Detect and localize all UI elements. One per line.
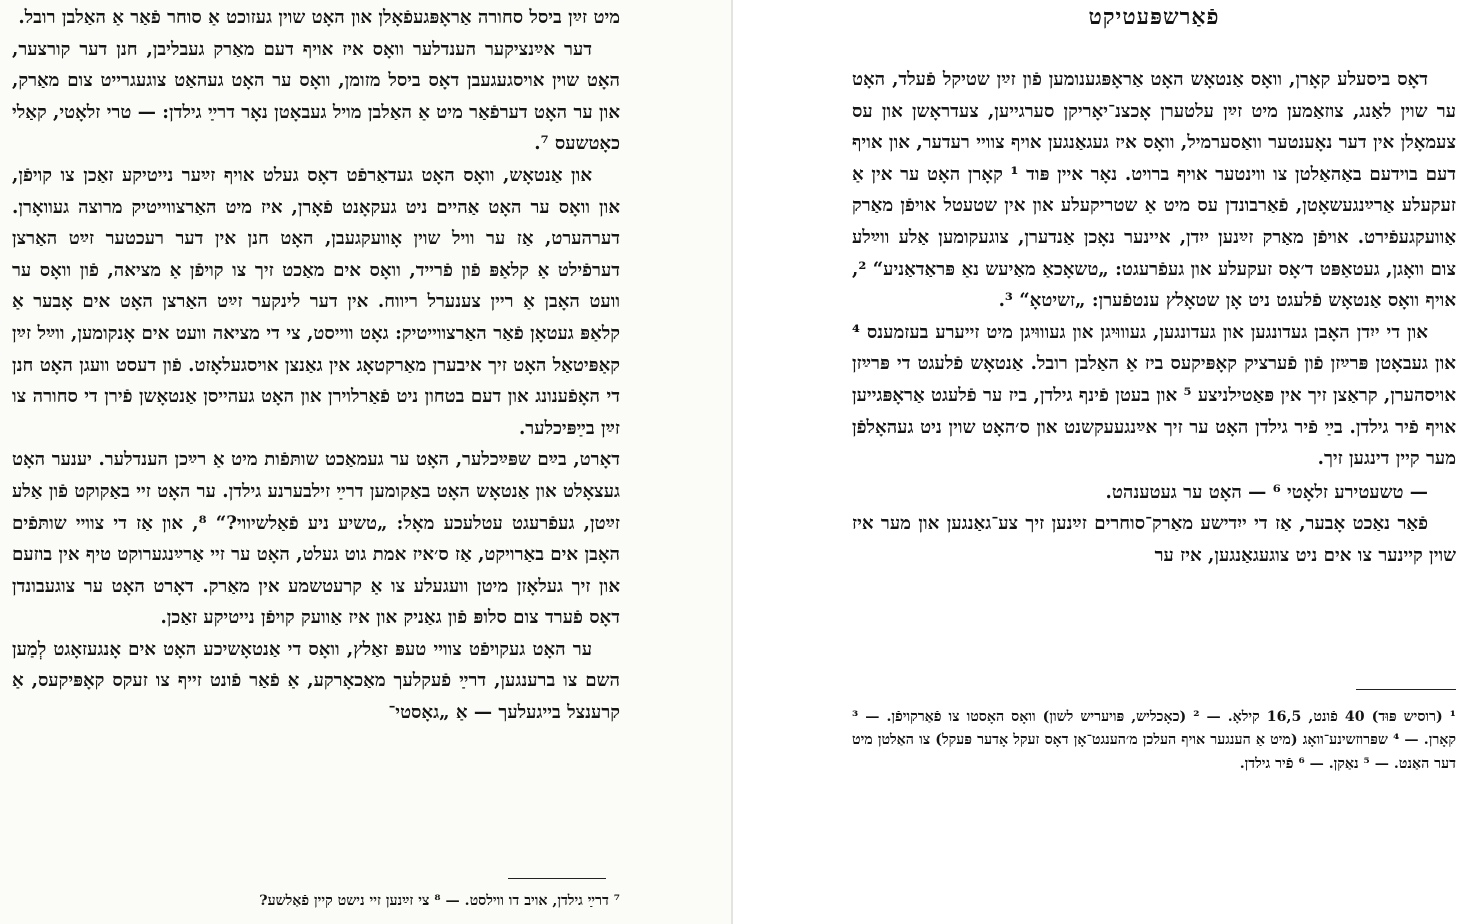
left-paragraph-5: ער האָט געקויפֿט צוויי טעפּ זאַלץ, וואָס די אַנטאָשיכע האָט אים אָנגעזאָגט לְמַען השם צו ברענגען, דרײַ פֿעקלעך מאַכאָרקע, אַ פֿאַר פֿונט זייף צו זעקס קאָפּיקעס, אַ קרענצל בייגעלעך — אַ „גאָסטי־ <box>12 638 620 724</box>
left-paragraph-4: דאָרט, בײַם שפּײַכלער, האָט ער געמאַכט שותּפֿות מיט אַ רײַכן הענדלער. יענער האָט געצאָלט און אַנטאָש האָט באַקומען דרײַ זילבערנע גילדן. ער האָט זיי באַקוקט פֿון אַלע זײַטן, געפֿרעגט עטלעכע מאָל: „טשיע ניע פֿאַלשיווי?“ ⁸, און אַז די צוויי שותּפֿים האָבן אים באַרויקט, אַז ס׳איז אמת גוט געלט, האָט ער זיי אַרײַנגערוקט טיף אין בוזעם און זיך געלאָזן מיטן וועגעלע צו אַ קרעטשמע אין מאַרק. דאָרט האָט ער צוגעבונדן דאָס פֿערד צום סלופּ פֿון גאַניק און איז אַוועק קויפֿן נייטיקע זאַכן. <box>12 449 620 629</box>
right-footnotes: ¹ (רוסיש פּוּד) 40 פֿונט, 16,5 קילאָ. — ² (כאָכליש, פּויעריש לשון) וואָס האָסטו צו פֿאַרקויפֿן. — ³ קאָרן. — ⁴ שפּרוזשינע־וואָג (מיט אַ הענגער אויף העלכן מ׳הענגט־אָן דאָס זעקל אָדער פּעקל) צו האַלטן מיט דער האַנט. — ⁵ נאַקן. — ⁶ פֿיר גילדן. <box>852 709 1456 772</box>
right-paragraph-1: דאָס ביסעלע קאָרן, וואָס אַנטאָש האָט אַראָפּגענומען פֿון זײַן שטיקל פֿעלד, האָט ער שוין לאַנג, צוזאַמען מיט זײַן עלטערן אָכצנ־יאָריקן סערגייען, צעדראָשן און עס צעמאָלן אין דער נאָענטער וואַסערמיל, וואָס איז געגאַנגען אויף צוויי רעדער, און אויף דעם בוידעם באַהאַלטן צו ווינטער אויף ברויט. נאָר איין פּוד ¹ קאָרן האָט ער אין אַ זעקעלע אַרײַנגעשאָטן, פֿאַרבונדן עס מיט אַ שטריקעלע און אין שטעטל אויפֿן מאַרק אַוועקגעפֿירט. אויפֿן מאַרק זײַנען ייִדן, איינער נאָכן אַנדערן, צוגעקומען אַלע ווײַלע צום וואָגן, געטאַפּט ד׳אָס זעקעלע און געפֿרעגט: „טשאָכאַ מאַיעש נאַ פּראַדאַניע“ ², אויף וואָס אַנטאָש פֿלעגט ניט אָן שטאָלץ ענטפֿערן: „זשיטאָ“ ³. <box>852 69 1456 312</box>
left-paragraph-1: מיט זײַן ביסל סחורה אַראָפּגעפֿאָלן און האָט שוין געזוכט אַ סוחר פֿאַר אַ האַלבן רובל. <box>18 7 620 28</box>
right-page-text <box>852 64 1456 572</box>
right-quote-line: — טשעטירע זלאָטי ⁶ — האָט ער געטענהט. <box>1105 481 1428 503</box>
left-page-text <box>12 2 620 729</box>
right-footnote-rule <box>1356 689 1456 690</box>
left-paragraph-2: דער אײַנציקער הענדלער וואָס איז אויף דעם מאַרק געבליבן, חנן דער קורצער, האָט שוין אויסגעגעבן דאָס ביסל מזומן, וואָס ער האָט געהאַט צוגעגרייט צום מאַרק, און ער האָט דערפֿאַר מיט אַ האַלבן מויל געבאָטן נאָר דרײַ גילדן: — טרי זלאָטי, קאַלי כאָטשעס ⁷. <box>12 38 620 155</box>
left-footnotes: ⁷ דרײַ גילדן, אויב דו ווילסט. — ⁸ צי זײַנען זיי נישט קיין פֿאַלשע? <box>259 893 620 909</box>
right-paragraph-3: פֿאַר נאַכט אָבער, אַז די ייִדישע מאַרק־סוחרים זײַנען זיך צע־גאַנגען און מער איז שוין קיינער צו אים ניט צוגעגאַנגען, איז ער <box>852 513 1456 566</box>
right-paragraph-2: און די ייִדן האָבן געדונגען און געדונגען, געוווּיגן און געוווּיגן מיט זייערע בעזמענס ⁴ און געבאָטן פּרײַזן פֿון פֿערציק קאָפּיקעס ביז אַ האַלבן רובל. אַנטאָש פֿלעגט די פּרײַזן אויסהערן, קראַצן זיך אין פּאַטילניצע ⁵ און בעטן פֿינף גילדן, ביז ער פֿלעגט אַראָפּגייען אויף פֿיר גילדן. בײַ פֿיר גילדן האָט ער זיך אײַנגעעקשנט און ס׳האָט שוין ניט געהאָלפֿן מער קיין דינגען זיך. <box>852 321 1457 470</box>
left-paragraph-3: און אַנטאָש, וואָס האָט געדאַרפֿט דאָס געלט אויף זײַער נייטיקע זאַכן צו קויפֿן, און וואָס ער האָט אַהיים ניט געקאָנט פֿאָרן, איז מיט האַרצווייטיק מרוצה געוואָרן. דערהערט, אַז ער וויל שוין אָוועקגעבן, האָט חנן אין דער רעכטער זײַט האַרצן דערפֿילט אַ קלאַפּ פֿון פֿרייד, וואָס אים מאַכט זיך צו קויפֿן אַ מציאה, פֿון וואָס ער וועט האָבן אַ ריין צענערל ריווח. אין דער לינקער זײַט האַרצן האָט אים אָבער אַ קלאַפּ געטאָן פֿאַר האַרצווייטיק: גאָט ווייסט, צי די מציאה וועט אים אָנקומען, ווײַל זײַן קאַפּיטאַל האָט זיך איבערן מאַרקטאָג אין גאַנצן אויסגעלאָזט. פֿון דעסט וועגן האָט חנן די האָפֿענונג און דעם בטחון ניט פֿאַרלוירן און האָט געהייסן אַנטאָשן פֿירן די סחורה צו זײַן בײַפּיכלער. <box>12 164 620 439</box>
chapter-title: פֿאַרשפּעטיקט <box>1088 4 1220 30</box>
left-footnote-rule <box>508 878 606 879</box>
